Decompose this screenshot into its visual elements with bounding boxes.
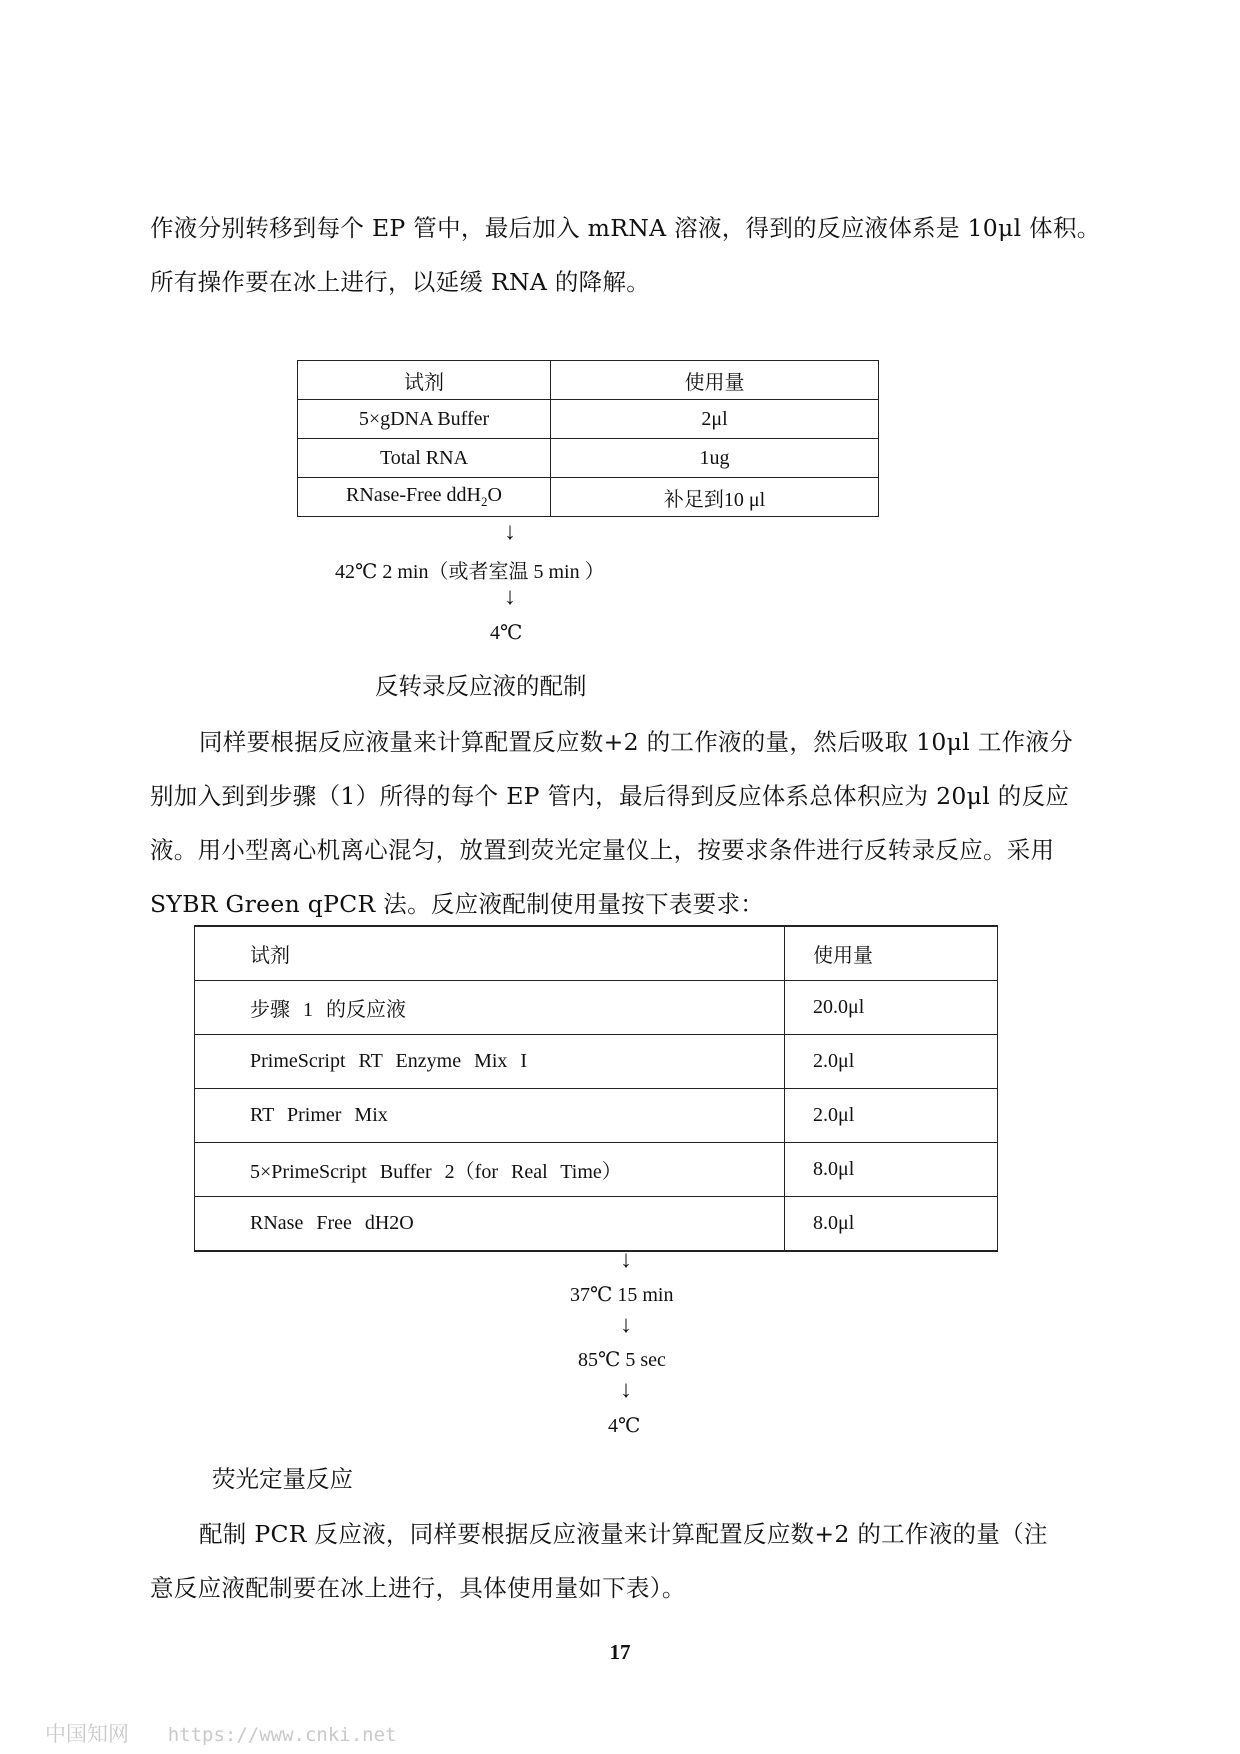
watermark-site: 中国知网 [45,1722,129,1746]
table-row [195,1089,998,1143]
down-arrow-icon: ↓ [620,1247,632,1273]
section-heading-qpcr: 荧光定量反应 [212,1465,353,1493]
table-row [298,400,879,439]
header-reagent: 试剂 [298,361,551,400]
reagent-cell: 5×gDNA Buffer [298,400,551,439]
reagent-cell: 5×PrimeScript Buffer 2（for Real Time） [195,1143,785,1197]
intro-line-2: 所有操作要在冰上进行，以延缓 RNA 的降解。 [150,268,651,296]
rt-paragraph [150,715,1098,931]
table-row [195,1035,998,1089]
table-row [298,439,879,478]
amount-cell: 补足到10 μl [551,478,879,517]
down-arrow-icon: ↓ [504,584,516,610]
flow1-step-2: 4℃ [490,622,523,644]
amount-cell: 2μl [551,400,879,439]
amount-cell: 8.0μl [785,1197,998,1252]
intro-paragraph [150,201,1101,309]
subscript: 2 [481,494,488,509]
flow2-step-2: 85℃ 5 sec [578,1349,666,1371]
table-header-row [298,361,879,400]
header-amount: 使用量 [785,926,998,981]
reagent-cell: PrimeScript RT Enzyme Mix I [195,1035,785,1089]
flow2-step-3: 4℃ [608,1415,641,1437]
qpcr-line-1: 配制 PCR 反应液，同样要根据反应液量来计算配置反应数+2 的工作液的量（注 [199,1520,1048,1548]
gdna-removal-table [297,360,879,517]
amount-cell: 2.0μl [785,1035,998,1089]
amount-cell: 8.0μl [785,1143,998,1197]
flow1-step-1: 42℃ 2 min（或者室温 5 min ） [335,561,605,583]
reagent-cell: 步骤 1 的反应液 [195,981,785,1035]
rt-line-1: 同样要根据反应液量来计算配置反应数+2 的工作液的量，然后吸取 10μl 工作液分 [199,728,1074,756]
down-arrow-icon: ↓ [620,1312,632,1338]
reagent-text: RNase-Free ddH [346,484,481,506]
qpcr-paragraph [150,1507,1098,1615]
table-row [298,478,879,517]
reagent-cell [298,478,551,517]
page-number: 17 [609,1640,631,1664]
section-heading-rt: 反转录反应液的配制 [375,672,587,700]
header-reagent: 试剂 [195,926,785,981]
reagent-cell: RT Primer Mix [195,1089,785,1143]
rt-line-3: 液。用小型离心机离心混匀，放置到荧光定量仪上，按要求条件进行反转录反应。采用 [150,836,1055,864]
watermark [45,1718,396,1748]
down-arrow-icon: ↓ [504,519,516,545]
rt-reaction-table [194,925,998,1252]
rt-line-4: SYBR Green qPCR 法。反应液配制使用量按下表要求： [150,890,765,918]
amount-cell: 2.0μl [785,1089,998,1143]
reagent-cell: RNase Free dH2O [195,1197,785,1252]
watermark-url: https://www.cnki.net [167,1724,397,1746]
table-row [195,981,998,1035]
down-arrow-icon: ↓ [620,1377,632,1403]
intro-line-1: 作液分别转移到每个 EP 管中，最后加入 mRNA 溶液，得到的反应液体系是 10μl 体积。 [150,214,1101,242]
table-header-row [195,926,998,981]
flow2-step-1: 37℃ 15 min [570,1284,674,1306]
reagent-text-tail: O [487,484,502,506]
qpcr-line-2: 意反应液配制要在冰上进行，具体使用量如下表）。 [150,1574,686,1602]
table-row [195,1143,998,1197]
header-amount: 使用量 [551,361,879,400]
amount-cell: 20.0μl [785,981,998,1035]
rt-line-2: 别加入到到步骤（1）所得的每个 EP 管内，最后得到反应体系总体积应为 20μl 的反应 [150,782,1070,810]
table-row [195,1197,998,1252]
reagent-cell: Total RNA [298,439,551,478]
amount-cell: 1ug [551,439,879,478]
